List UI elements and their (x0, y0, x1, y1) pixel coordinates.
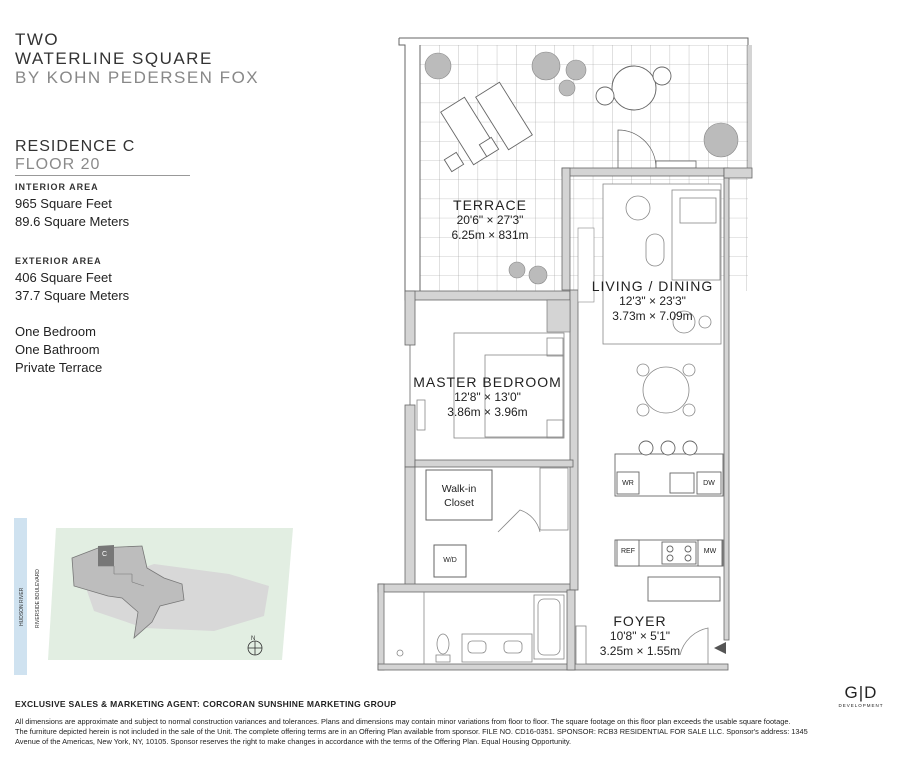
mw-label: MW (703, 548, 717, 555)
foyer-dim-ft: 10'8" × 5'1" (609, 629, 671, 643)
feature-terrace: Private Terrace (15, 360, 103, 375)
foyer-dim-m: 3.25m × 1.55m (599, 644, 681, 658)
terrace-parapet (399, 38, 748, 45)
street-label: RIVERSIDE BOULEVARD (35, 569, 41, 628)
bedroom-name: MASTER BEDROOM (413, 374, 562, 390)
gid-logo-mark: G|D (844, 683, 878, 702)
residence-name: RESIDENCE C (15, 138, 136, 155)
bedroom-dim-m: 3.86m × 3.96m (447, 405, 528, 419)
residence-floor: FLOOR 20 (15, 156, 101, 173)
architect-line: BY KOHN PEDERSEN FOX (15, 68, 260, 87)
gid-logo (836, 683, 886, 708)
building-name-line1: TWO (15, 30, 60, 49)
living-dim-m: 3.73m × 7.09m (612, 309, 693, 323)
terrace-edge (748, 45, 752, 168)
terrace-label (420, 197, 560, 243)
closet-line2: Closet (444, 497, 474, 509)
foyer-label (585, 613, 695, 659)
ref-label: REF (621, 548, 635, 555)
exterior-sqft: 406 Square Feet (15, 270, 112, 285)
living-name: LIVING / DINING (591, 278, 714, 294)
bedroom-dim-ft: 12'8" × 13'0" (454, 390, 521, 404)
foyer-closet (648, 577, 720, 601)
building-name-line2: WATERLINE SQUARE (15, 49, 213, 68)
river-label: HUDSON RIVER (19, 587, 25, 626)
dw-label: DW (703, 480, 715, 487)
terrace-dim-m: 6.25m × 831m (451, 228, 529, 242)
wr-label: WR (622, 480, 634, 487)
bedroom-label (410, 374, 565, 420)
closet-shelf (540, 468, 568, 530)
legal-line2: The furniture depicted herein is not included in the sale of the Unit. The complete offering terms are in an Offering Plan available from sponsor. FILE NO. CD16-0351. SPONSOR: RCB3 RESIDENTIAL FOR SALE LLC. Sponsor's address: 1345 (15, 727, 808, 736)
terrace-parapet (399, 38, 405, 292)
closet-line1: Walk-in (441, 483, 477, 495)
terrace-sill (656, 161, 696, 168)
legal-disclaimer (15, 717, 890, 747)
interior-sqm: 89.6 Square Meters (15, 214, 130, 229)
interior-area-label: INTERIOR AREA (15, 182, 99, 192)
north-label: N (251, 636, 256, 642)
closet-door (498, 510, 540, 532)
exterior-sqm: 37.7 Square Meters (15, 288, 130, 303)
foyer-name: FOYER (613, 613, 667, 629)
terrace-dim-ft: 20'6" × 27'3" (456, 213, 524, 227)
bedroom-recess (547, 300, 570, 332)
living-label (580, 278, 725, 324)
entry-arrow-icon (714, 642, 726, 654)
bathroom-fixtures (384, 592, 564, 664)
legal-line1: All dimensions are approximate and subject to normal construction variances and tolerances. Plans and dimensions may contain minor variations from floor to floor. The square footage on this floor plan exceeds the usable square footage. (15, 717, 791, 726)
interior-sqft: 965 Square Feet (15, 196, 112, 211)
wd-label: W/D (443, 557, 457, 564)
unit-marker: C (102, 551, 108, 558)
feature-bathroom: One Bathroom (15, 342, 100, 357)
terrace-name: TERRACE (453, 197, 527, 213)
living-dim-ft: 12'3" × 23'3" (619, 294, 686, 308)
legal-line3: Avenue of the Americas, New York, NY, 10105. Sponsor reserves the right to make changes in accordance with the terms of the Offering Plan. Equal Housing Opportunity. (15, 737, 572, 746)
gid-logo-sub: DEVELOPMENT (838, 703, 884, 708)
closet-label (426, 482, 492, 510)
feature-bedroom: One Bedroom (15, 324, 96, 339)
kitchen-island (615, 441, 723, 496)
sales-agent-line: EXCLUSIVE SALES & MARKETING AGENT: CORCORAN SUNSHINE MARKETING GROUP (15, 699, 397, 709)
exterior-area-label: EXTERIOR AREA (15, 256, 102, 266)
